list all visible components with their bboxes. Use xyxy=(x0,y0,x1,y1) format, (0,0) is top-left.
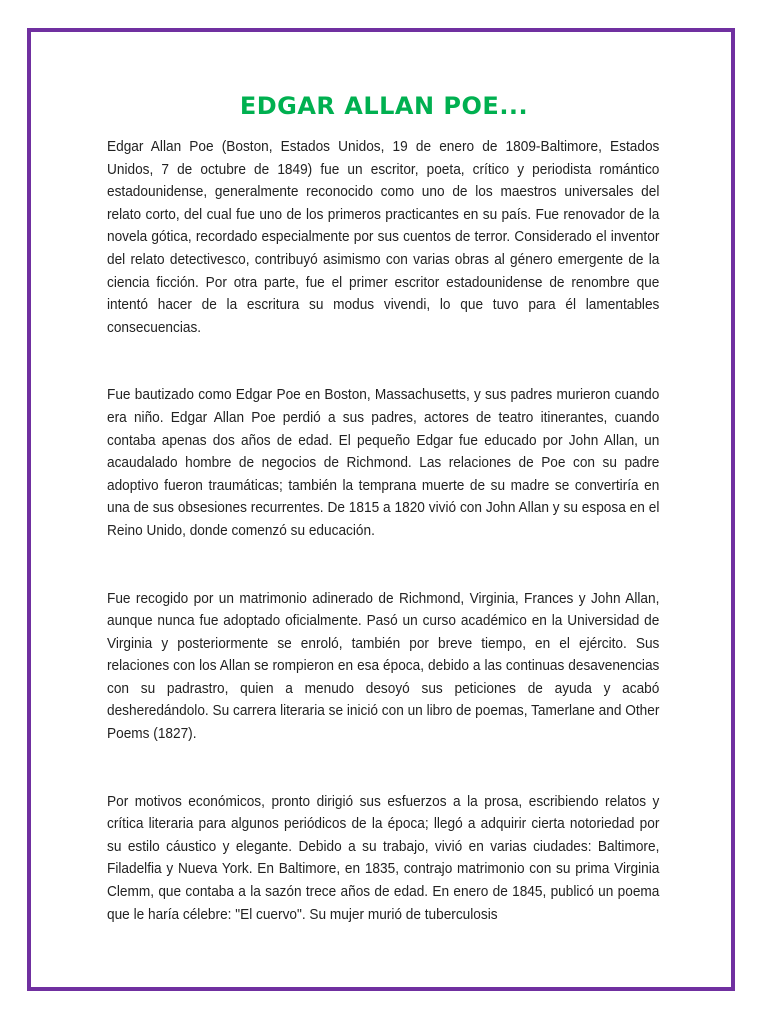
document-body xyxy=(107,136,659,922)
paragraph-4: Por motivos económicos, pronto dirigió sus esfuerzos a la prosa, escribiendo relatos y crítica literaria para algunos periódicos de la época; llegó a adquirir cierta notoriedad por su estilo cáustico y elegante. Debido a su trabajo, vivió en varias ciudades: Baltimore, Filadelfia y Nueva York. En Baltimore, en 1835, contrajo matrimonio con su prima Virginia Clemm, que contaba a la sazón trece años de edad. En enero de 1845, publicó un poema que le haría célebre: "El cuervo". Su mujer murió de tuberculosis xyxy=(107,792,660,922)
document-title: EDGAR ALLAN POE... xyxy=(239,92,529,120)
paragraph-2: Fue bautizado como Edgar Poe en Boston, Massachusetts, y sus padres murieron cuando era niño. Edgar Allan Poe perdió a sus padres, actores de teatro itinerantes, cuando contaba apenas dos años de edad. El pequeño Edgar fue educado por John Allan, un acaudalado hombre de negocios de Richmond. Las relaciones de Poe con su padre adoptivo fueron traumáticas; también la temprana muerte de su madre se convertiría en una de sus obsesiones recurrentes. De 1815 a 1820 vivió con John Allan y su esposa en el Reino Unido, donde comenzó su educación. xyxy=(107,386,660,539)
paragraph-1: Edgar Allan Poe (Boston, Estados Unidos, 19 de enero de 1809-Baltimore, Estados Unidos, 7 de octubre de 1849) fue un escritor, poeta, crítico y periodista romántico estadounidense, generalmente reconocido como uno de los maestros universales del relato corto, del cual fue uno de los primeros practicantes en su país. Fue renovador de la novela gótica, recordado especialmente por sus cuentos de terror. Considerado el inventor del relato detectivesco, contribuyó asimismo con varias obras al género emergente de la ciencia ficción. Por otra parte, fue el primer escritor estadounidense de renombre que intentó hacer de la escritura su modus vivendi, lo que tuvo para él lamentables consecuencias. xyxy=(107,138,660,336)
paragraph-3: Fue recogido por un matrimonio adinerado de Richmond, Virginia, Frances y John Allan, aunque nunca fue adoptado oficialmente. Pasó un curso académico en la Universidad de Virginia y posteriormente se enroló, también por breve tiempo, en el ejército. Sus relaciones con los Allan se rompieron en esa época, debido a las continuas desavenencias con su padrastro, quien a menudo desoyó sus peticiones de ayuda y acabó desheredándolo. Su carrera literaria se inició con un libro de poemas, Tamerlane and Other Poems (1827). xyxy=(107,589,660,743)
